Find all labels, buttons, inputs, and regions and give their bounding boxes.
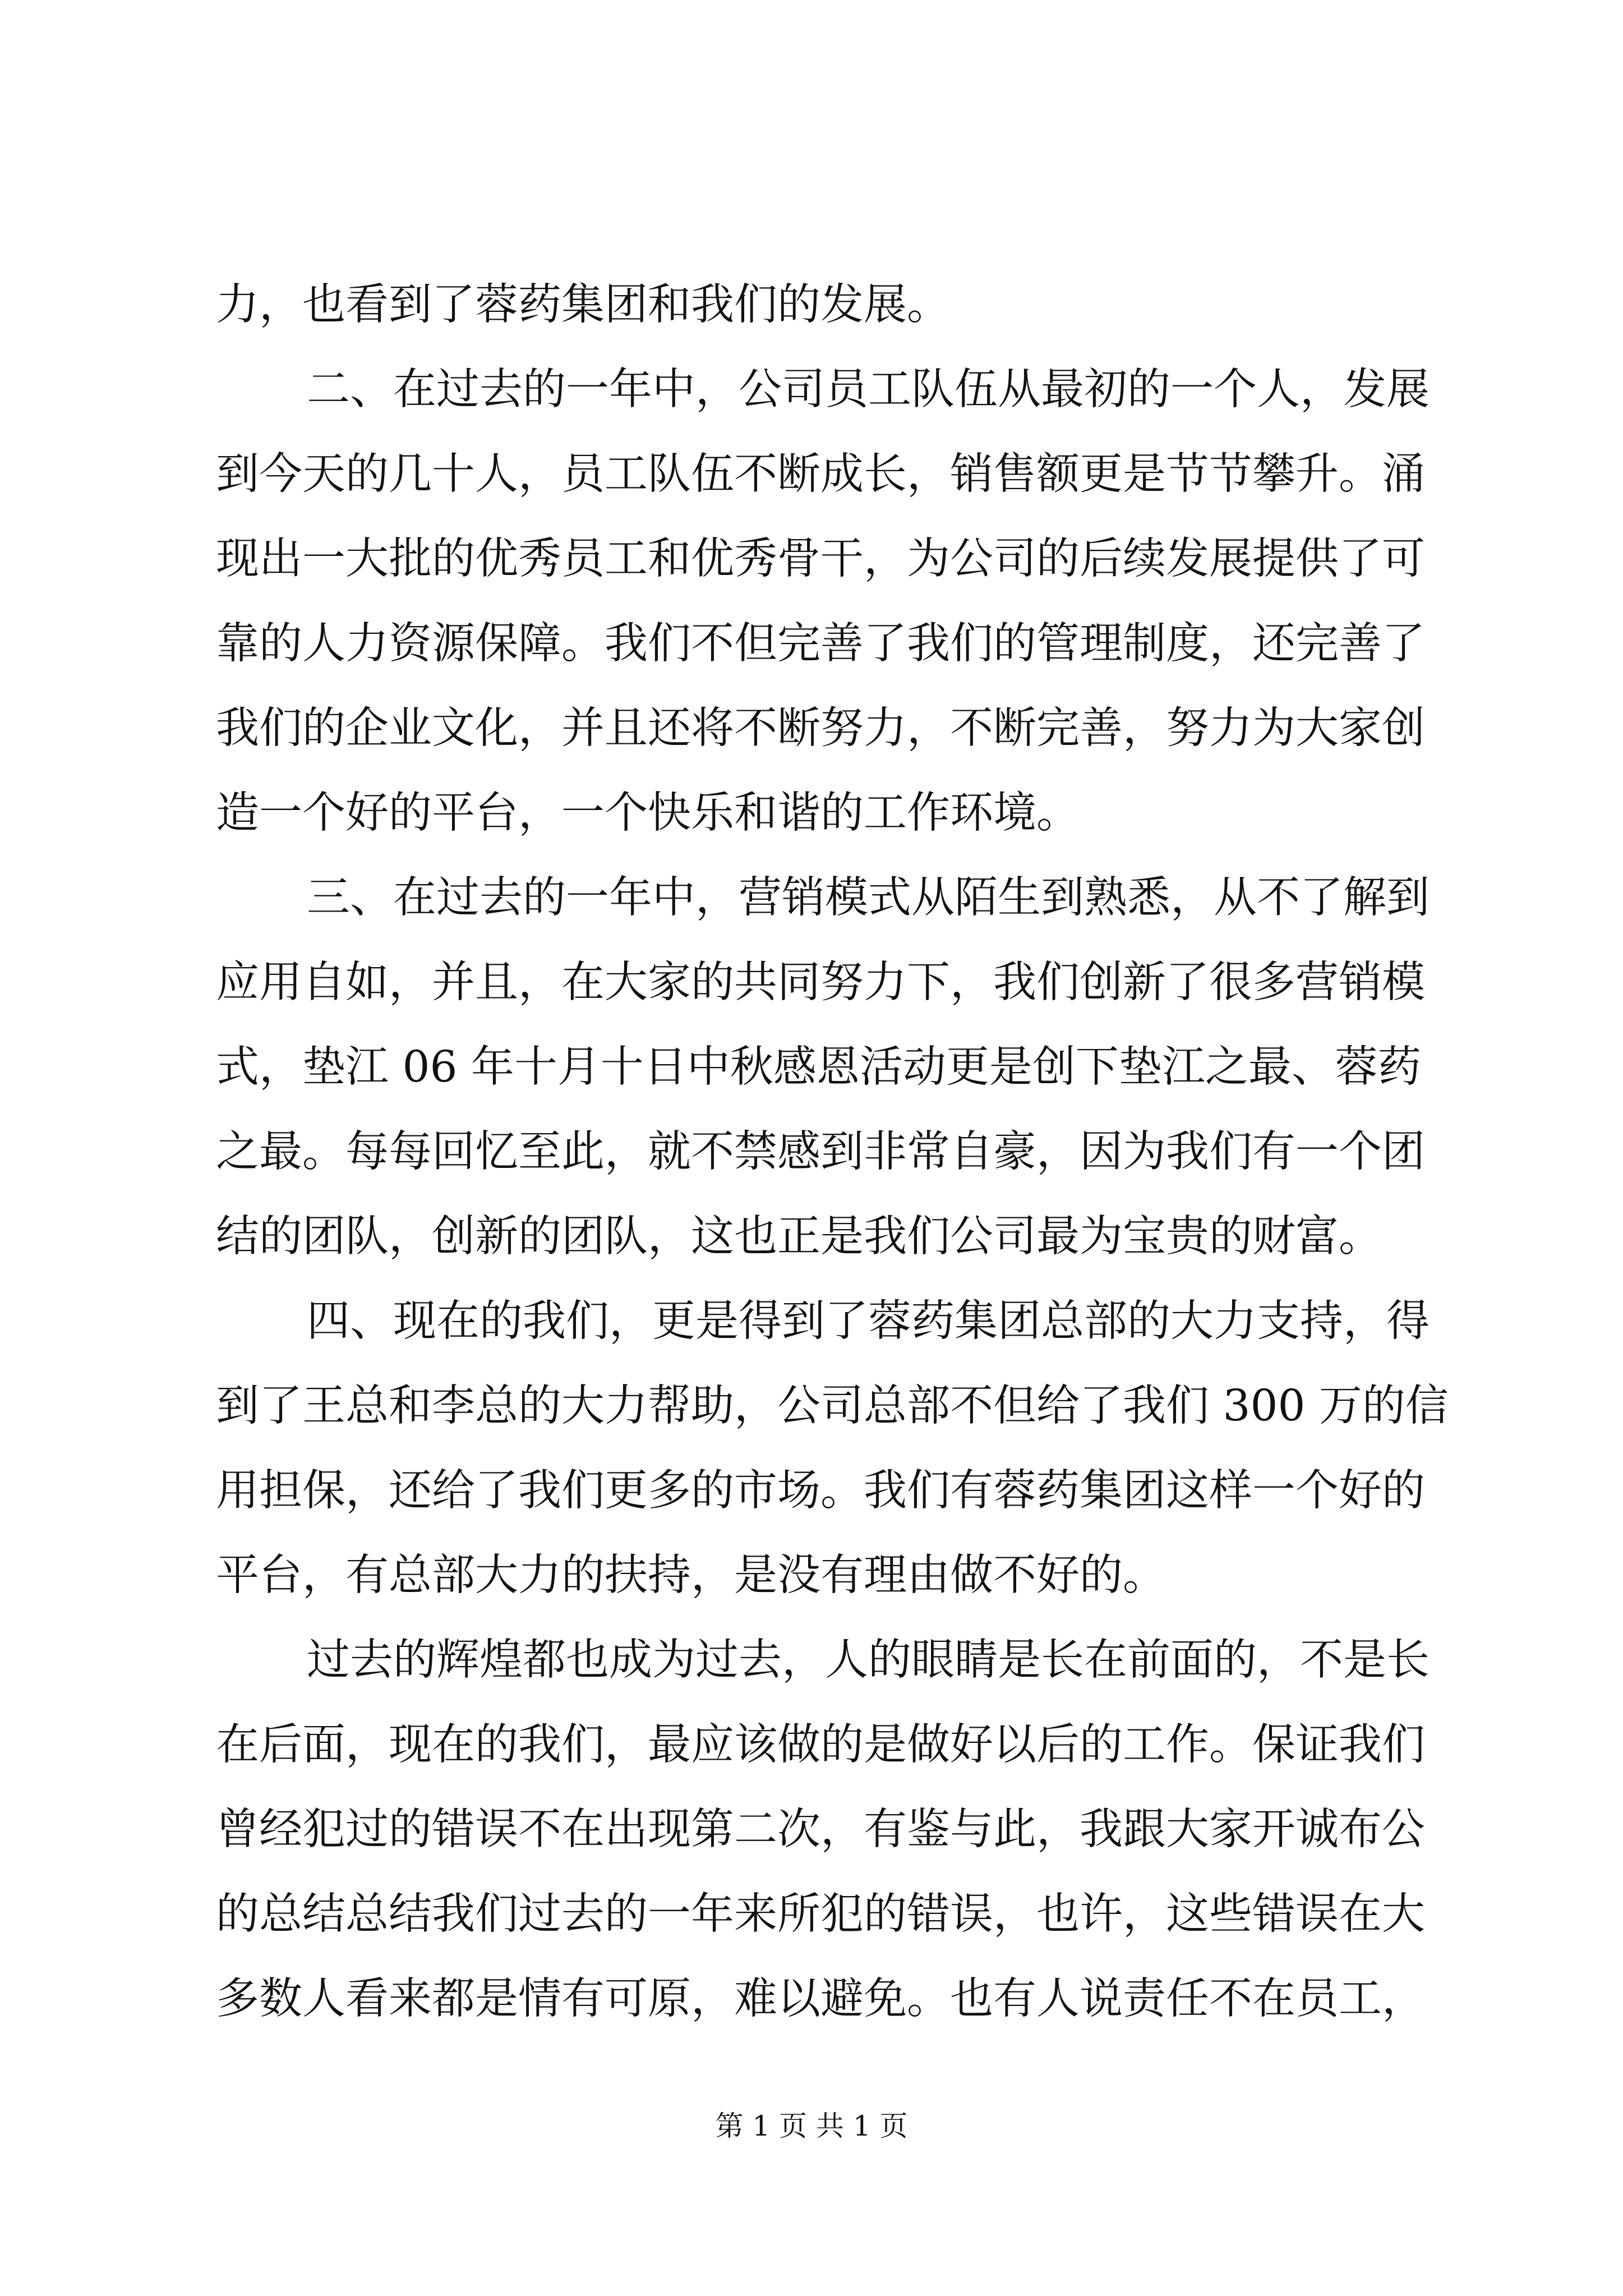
text-line: 力，也看到了蓉药集团和我们的发展。 xyxy=(216,280,950,330)
document-body xyxy=(216,263,1449,2041)
text-line: 现出一大批的优秀员工和优秀骨干，为公司的后续发展提供了可 xyxy=(216,534,1425,584)
text-line: 我们的企业文化，并且还将不断努力，不断完善，努力为大家创 xyxy=(216,703,1425,753)
text-line: 平台，有总部大力的扶持，是没有理由做不好的。 xyxy=(216,1550,1166,1600)
paragraph-start-line: 三、在过去的一年中，营销模式从陌生到熟悉，从不了解到 xyxy=(307,873,1430,923)
text-line: 应用自如，并且，在大家的共同努力下，我们创新了很多营销模 xyxy=(216,958,1425,1007)
text-line: 式，垫江 06 年十月十日中秋感恩活动更是创下垫江之最、蓉药 xyxy=(216,1042,1421,1092)
paragraph-start-line: 过去的辉煌都也成为过去，人的眼睛是长在前面的，不是长 xyxy=(307,1635,1430,1685)
paragraph-start-line: 四、现在的我们，更是得到了蓉药集团总部的大力支持，得 xyxy=(307,1296,1430,1346)
text-line: 的总结总结我们过去的一年来所犯的错误，也许，这些错误在大 xyxy=(216,1889,1425,1939)
text-line: 到了王总和李总的大力帮助，公司总部不但给了我们 300 万的信 xyxy=(216,1381,1449,1431)
text-line: 造一个好的平台，一个快乐和谐的工作环境。 xyxy=(216,788,1080,838)
text-line: 到今天的几十人，员工队伍不断成长，销售额更是节节攀升。涌 xyxy=(216,449,1425,499)
text-line: 多数人看来都是情有可原，难以避免。也有人说责任不在员工， xyxy=(216,1974,1425,2024)
text-line: 靠的人力资源保障。我们不但完善了我们的管理制度，还完善了 xyxy=(216,619,1425,669)
text-line: 用担保，还给了我们更多的市场。我们有蓉药集团这样一个好的 xyxy=(216,1466,1425,1516)
paragraph-start-line: 二、在过去的一年中，公司员工队伍从最初的一个人，发展 xyxy=(307,365,1430,415)
text-line: 结的团队，创新的团队，这也正是我们公司最为宝贵的财富。 xyxy=(216,1212,1382,1262)
text-line: 之最。每每回忆至此，就不禁感到非常自豪，因为我们有一个团 xyxy=(216,1127,1425,1177)
text-line: 在后面，现在的我们，最应该做的是做好以后的工作。保证我们 xyxy=(216,1720,1425,1770)
page-number-label: 第 1 页 共 1 页 xyxy=(715,2110,908,2142)
text-line: 曾经犯过的错误不在出现第二次，有鉴与此，我跟大家开诚布公 xyxy=(216,1805,1425,1855)
page-footer xyxy=(0,2109,1623,2143)
